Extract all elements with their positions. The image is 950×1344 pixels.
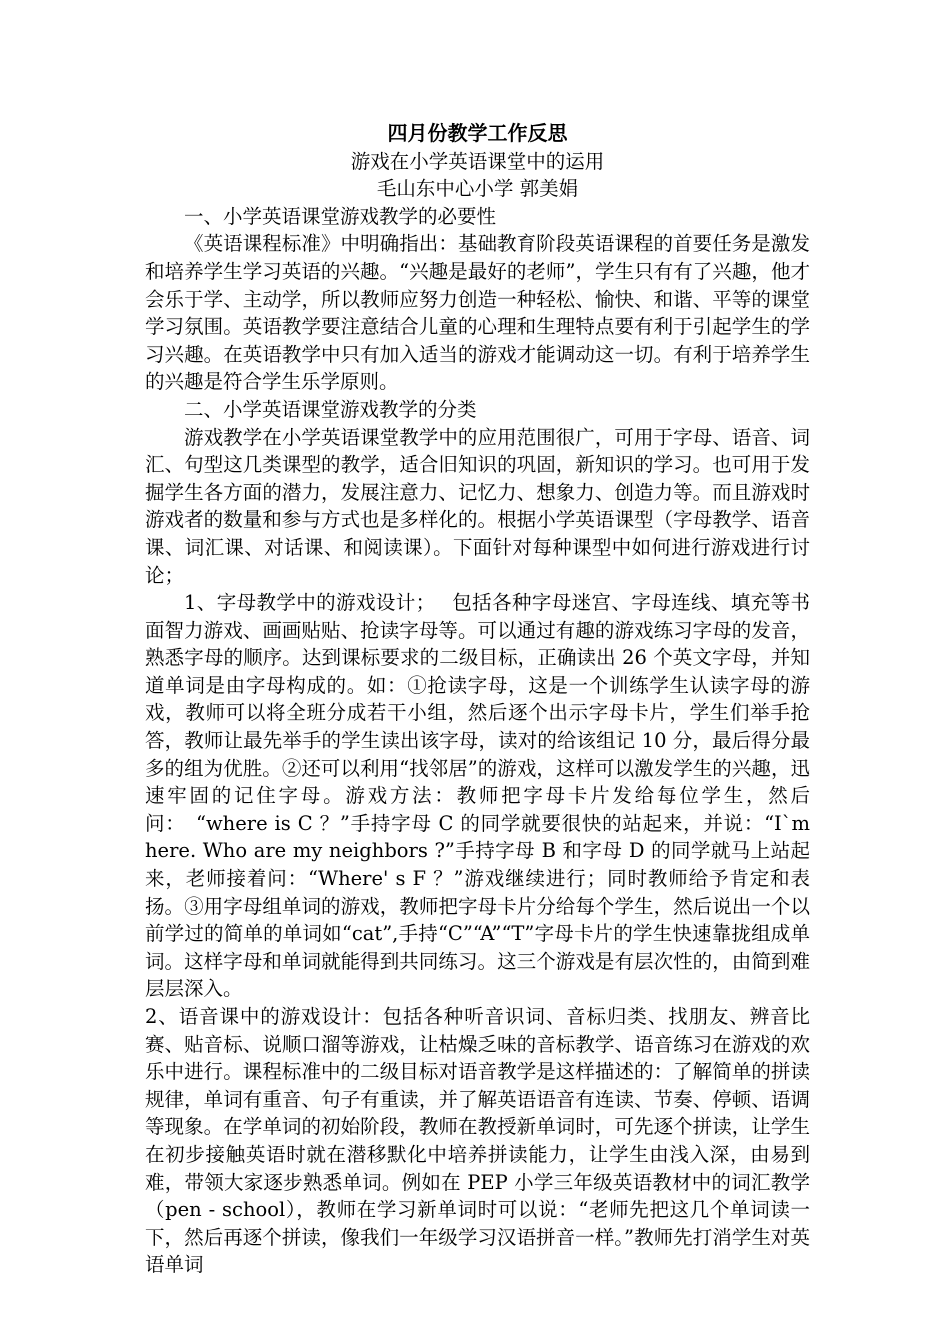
section-2-heading: 二、小学英语课堂游戏教学的分类 bbox=[184, 397, 477, 421]
section-1-paragraph: 《英语课程标准》中明确指出：基础教育阶段英语课程的首要任务是激发和培养学生学习英语的兴趣。“兴趣是最好的老师”，学生只有有了兴趣，他才会乐于学、主动学，所以教师应努力创造一种轻松、愉快、和谐、平等的课堂学习氛围。英语教学要注意结合儿童的心理和生理特点要有利于引起学生的学习兴趣。在英语教学中只有加入适当的游戏才能调动这一切。有利于培养学生的兴趣是符合学生乐学原则。 bbox=[145, 232, 810, 394]
document-page bbox=[145, 120, 810, 1279]
item-1-paragraph: 1、字母教学中的游戏设计； 包括各种字母迷宫、字母连线、填充等书面智力游戏、画画贴贴、抢读字母等。可以通过有趣的游戏练习字母的发音，熟悉字母的顺序。达到课标要求的二级目标，正确读出 26 个英文字母，并知道单词是由字母构成的。如：①抢读字母，这是一个训练学生认读字母的游戏，教师可以将全班分成若干小组，然后逐个出示字母卡片，学生们举手抢答，教师让最先举手的学生读出该字母，读对的给该组记 10 分，最后得分最多的组为优胜。②还可以利用“找邻居”的游戏，这样可以激发学生的兴趣，迅速牢固的记住字母。游戏方法：教师把字母卡片发给每位学生，然后问： “where is C ？”手持字母 C 的同学就要很快的站起来，并说：“I`m here. Who are my neighbors ?”手持字母 B 和字母 D 的同学就马上站起来，老师接着问：“Where' s F ？”游戏继续进行；同时教师给予肯定和表扬。③用字母组单词的游戏，教师把字母卡片分给每个学生，然后说出一个以前学过的简单的单词如“cat”,手持“C”“A”“T”字母卡片的学生快速靠拢组成单词。这样字母和单词就能得到共同练习。这三个游戏是有层次性的，由简到难层层深入。 bbox=[145, 591, 810, 1001]
document-title: 四月份教学工作反思 bbox=[387, 121, 568, 145]
item-2-paragraph: 2、语音课中的游戏设计：包括各种听音识词、音标归类、找朋友、辨音比赛、贴音标、说顺口溜等游戏，让枯燥乏味的音标教学、语音练习在游戏的欢乐中进行。课程标准中的二级目标对语音教学是这样描述的：了解简单的拼读规律，单词有重音、句子有重读，并了解英语语音有连读、节奏、停顿、语调等现象。在学单词的初始阶段，教师在教授新单词时，可先逐个拼读，让学生在初步接触英语时就在潜移默化中培养拼读能力，让学生由浅入深，由易到难，带领大家逐步熟悉单词。例如在 PEP 小学三年级英语教材中的词汇教学（pen - school），教师在学习新单词时可以说：“老师先把这几个单词读一下，然后再逐个拼读，像我们一年级学习汉语拼音一样。”教师先打消学生对英语单词 bbox=[145, 1005, 810, 1277]
section-1-heading: 一、小学英语课堂游戏教学的必要性 bbox=[184, 204, 497, 228]
author-line: 毛山东中心小学 郭美娟 bbox=[376, 177, 579, 201]
document-subtitle: 游戏在小学英语课堂中的运用 bbox=[350, 149, 605, 173]
section-2-paragraph: 游戏教学在小学英语课堂教学中的应用范围很广，可用于字母、语音、词汇、句型这几类课型的教学，适合旧知识的巩固，新知识的学习。也可用于发掘学生各方面的潜力，发展注意力、记忆力、想象力、创造力等。而且游戏时游戏者的数量和参与方式也是多样化的。根据小学英语课型（字母教学、语音课、词汇课、对话课、和阅读课）。下面针对每种课型中如何进行游戏进行讨论； bbox=[145, 425, 810, 587]
